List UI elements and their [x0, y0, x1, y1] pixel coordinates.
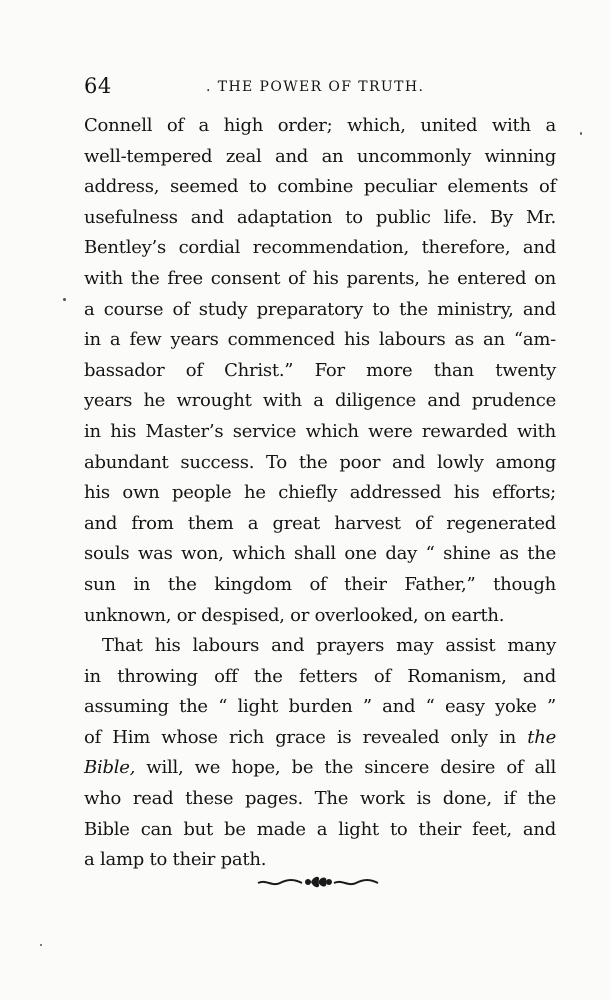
text-line: abundant success. To the poor and lowly among [84, 451, 556, 473]
text-line: souls was won, which shall one day “ shine as the [84, 543, 556, 565]
running-title: . THE POWER OF TRUTH. [206, 79, 425, 95]
text-line: years he wrought with a diligence and prudence [84, 390, 556, 412]
body-text [84, 111, 556, 876]
text-line: with the free consent of his parents, he entered on [84, 267, 556, 289]
italic-text: the [527, 726, 556, 748]
text-line: sun in the kingdom of their Father,” though [84, 573, 556, 595]
ornament-divider-icon [256, 873, 380, 891]
text-line: usefulness and adaptation to public life. By Mr. [84, 206, 556, 228]
paper-speck [40, 944, 42, 946]
text-line: a course of study preparatory to the ministry, and [84, 298, 556, 320]
page-number: 64 [84, 74, 112, 98]
text-line [84, 723, 556, 754]
text-segment: will, we hope, be the sincere desire of all [146, 757, 556, 779]
text-line: in throwing off the fetters of Romanism, and [84, 665, 556, 687]
paper-speck [63, 298, 66, 301]
paper-speck [580, 132, 582, 135]
text-line: assuming the “ light burden ” and “ easy yoke ” [84, 696, 556, 718]
text-line: Bible can but be made a light to their feet, and [84, 818, 556, 840]
text-line: in his Master’s service which were rewarded with [84, 420, 556, 442]
text-line: who read these pages. The work is done, if the [84, 788, 556, 810]
text-line: well-tempered zeal and an uncommonly winning [84, 145, 556, 167]
text-line: in a few years commenced his labours as an “am- [84, 329, 556, 351]
running-head [84, 74, 554, 102]
text-line: and from them a great harvest of regenerated [84, 512, 556, 534]
text-line: a lamp to their path. [84, 849, 267, 871]
text-line: his own people he chiefly addressed his efforts; [84, 482, 556, 504]
text-segment: of Him whose rich grace is revealed only in [84, 726, 517, 748]
text-line: bassador of Christ.” For more than twenty [84, 359, 556, 381]
text-line: Connell of a high order; which, united with a [84, 115, 556, 136]
italic-text: Bible, [84, 757, 136, 779]
text-line: Bentley’s cordial recommendation, therefore, and [84, 237, 556, 259]
text-line: address, seemed to combine peculiar elements of [84, 176, 556, 198]
text-line: That his labours and prayers may assist many [102, 635, 556, 657]
text-line: unknown, or despised, or overlooked, on earth. [84, 604, 505, 626]
text-line [84, 753, 556, 784]
